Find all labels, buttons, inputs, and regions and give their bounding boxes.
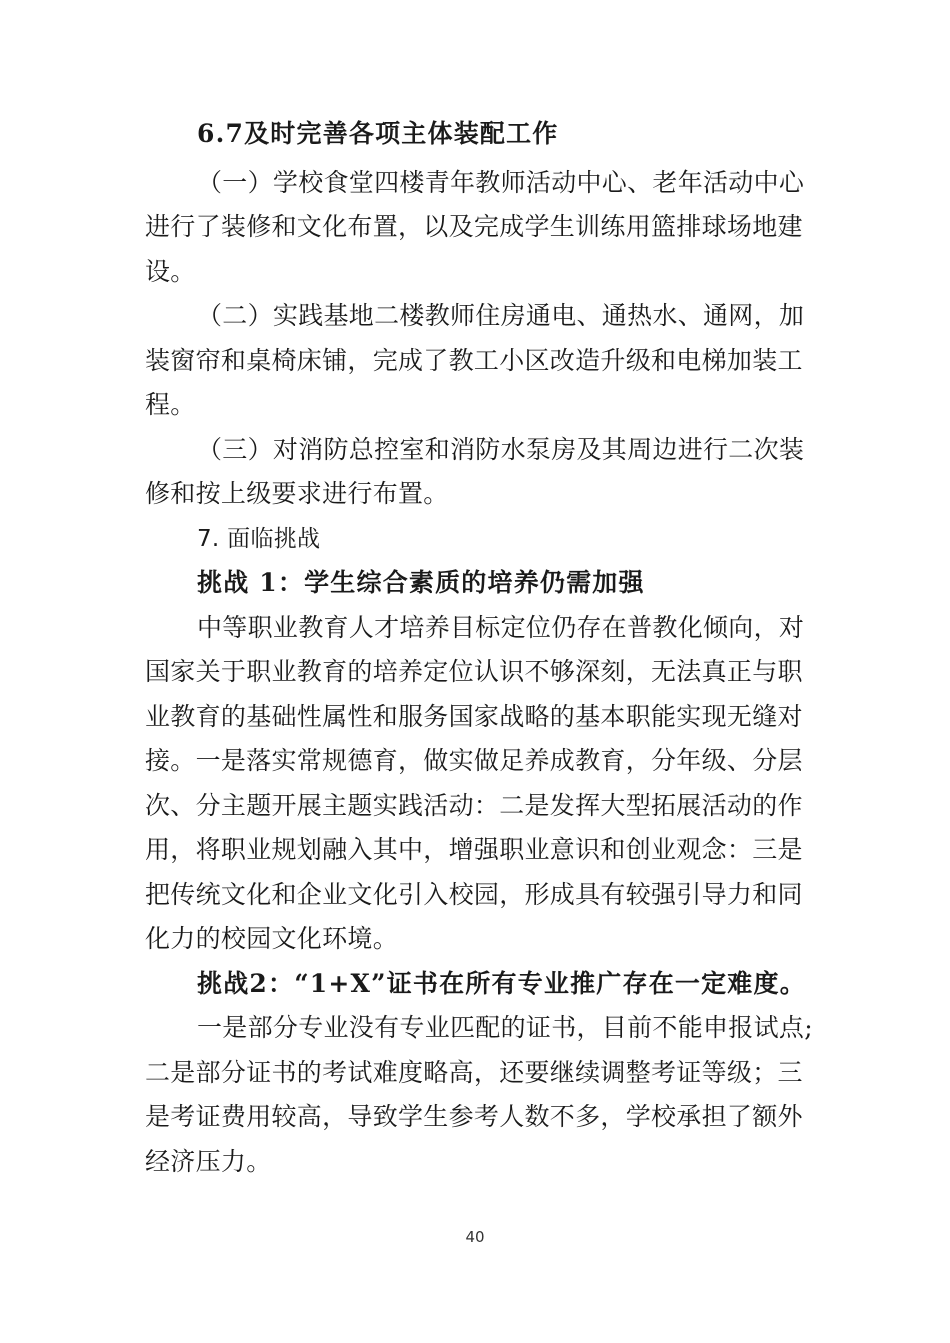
- paragraph-line: 设。: [145, 256, 196, 286]
- paragraph-line: 一是部分专业没有专业匹配的证书，目前不能申报试点;: [197, 1013, 813, 1042]
- item-3-paragraph: [145, 428, 810, 517]
- challenge-2-heading: 挑战2：“1+X”证书在所有专业推广存在一定难度。: [197, 968, 806, 998]
- paragraph-line: 次、分主题开展主题实践活动：二是发挥大型拓展活动的作: [145, 790, 803, 820]
- paragraph-line: 把传统文化和企业文化引入校园，形成具有较强引导力和同: [145, 879, 803, 909]
- paragraph-line: 国家关于职业教育的培养定位认识不够深刻，无法真正与职: [145, 657, 803, 686]
- paragraph-line: 进行了装修和文化布置，以及完成学生训练用篮排球场地建: [145, 212, 803, 241]
- section-7-heading: 7. 面临挑战: [197, 525, 321, 552]
- paragraph-line: 是考证费用较高，导致学生参考人数不多，学校承担了额外: [145, 1102, 803, 1131]
- paragraph-line: 化力的校园文化环境。: [145, 924, 399, 953]
- page-number: 40: [465, 1228, 485, 1246]
- paragraph-line: 修和按上级要求进行布置。: [145, 479, 449, 508]
- paragraph-line: （三）对消防总控室和消防水泵房及其周边进行二次装: [197, 434, 805, 464]
- paragraph-line: 业教育的基础性属性和服务国家战略的基本职能实现无缝对: [145, 701, 803, 731]
- paragraph-line: （二）实践基地二楼教师住房通电、通热水、通网，加: [197, 301, 805, 330]
- paragraph-line: 接。一是落实常规德育，做实做足养成教育，分年级、分层: [145, 746, 803, 775]
- paragraph-line: 程。: [145, 390, 196, 419]
- section-6-7-heading: 6.7及时完善各项主体装配工作: [197, 119, 559, 148]
- challenge-1-paragraph: [145, 606, 810, 962]
- item-2-paragraph: [145, 294, 810, 428]
- challenge-1-heading: 挑战 1：学生综合素质的培养仍需加强: [197, 568, 645, 597]
- paragraph-line: （一）学校食堂四楼青年教师活动中心、老年活动中心: [197, 167, 805, 197]
- page-content: [145, 112, 813, 1184]
- challenge-2-paragraph: [145, 1006, 813, 1184]
- paragraph-line: 中等职业教育人才培养目标定位仍存在普教化倾向，对: [197, 612, 805, 642]
- item-1-paragraph: [145, 161, 810, 295]
- paragraph-line: 经济压力。: [145, 1146, 272, 1176]
- paragraph-line: 用，将职业规划融入其中，增强职业意识和创业观念：三是: [145, 835, 803, 864]
- paragraph-line: 二是部分证书的考试难度略高，还要继续调整考证等级；三: [145, 1057, 803, 1087]
- paragraph-line: 装窗帘和桌椅床铺，完成了教工小区改造升级和电梯加装工: [145, 345, 803, 375]
